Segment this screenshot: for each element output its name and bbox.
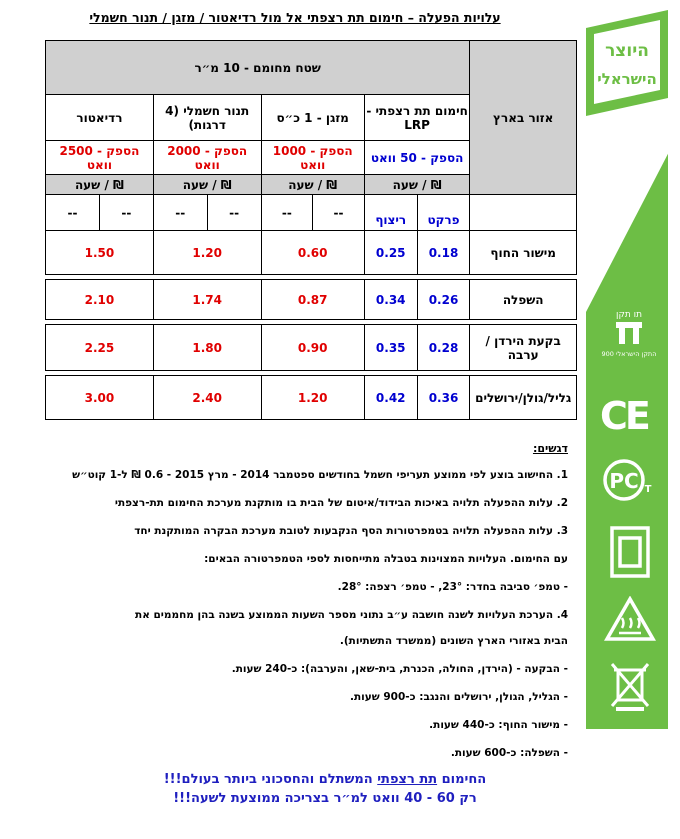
rst-icon [602,458,656,502]
footer-line1-underlined: תת רצפתי [377,772,438,787]
dash-cell: -- [207,195,261,231]
col-name: חימום תת רצפתי - LRP [366,103,468,132]
col-heater [153,95,261,141]
value-parquet: 0.26 [417,280,470,320]
region-cell: גליל/גולן/ירושלים [470,376,577,420]
value-radiator: 2.10 [46,280,154,320]
value-ac: 0.60 [261,231,364,275]
dash-cell: -- [46,195,100,231]
svg-text:T: T [644,484,652,495]
cost-table [45,40,577,420]
power-radiator: הספק - 2500 וואט [46,141,154,175]
logo-line1: היוצר [605,41,649,61]
note-item: 3. עלות ההפעלה תלויה בטמפרטורות הסף הנקבעות לטובת מערכת הבקרה המותקנת יחד [134,525,568,537]
value-parquet: 0.28 [417,325,470,371]
notes-section [28,442,568,760]
value-heater: 1.80 [153,325,261,371]
footer-line2: רק 60 - 40 וואט למ״ר בצריכה ממוצעת לשעה!!! [173,791,477,806]
region-cell: מישור החוף [470,231,577,275]
page-title: עלויות הפעלה – חימום תת רצפתי אל מול רדיאטור / מזגן / תנור חשמלי [89,10,501,25]
value-radiator: 2.25 [46,325,154,371]
col-radiator [46,95,154,141]
value-ac: 1.20 [261,376,364,420]
svg-text:PC: PC [609,469,639,493]
col-name: רדיאטור [76,110,123,125]
value-heater: 2.40 [153,376,261,420]
unit-cell: ₪ / שעה [261,175,364,195]
power-heater: הספק - 2000 וואט [153,141,261,175]
value-parquet: 0.18 [417,231,470,275]
value-radiator: 3.00 [46,376,154,420]
value-tile: 0.35 [364,325,417,371]
weee-bin-icon [608,660,652,712]
note-item: - השפלה: כ-600 שעות. [450,747,568,759]
dash-cell: -- [261,195,313,231]
tav-label: תו תקן [616,310,642,320]
note-item: - הבקעה - (הירדן, החולה, הכנרת, בית-שאן, והערבה): כ-240 שעות. [231,663,568,675]
empty-cell [470,195,577,231]
logo-line2: הישראלי [597,70,657,88]
col-name: תנור חשמלי (4 דרגות) [165,103,250,132]
footer-line1 [60,770,590,789]
note-item: 4. הערכת העלויות לשנה חושבה ע״ב נתוני מספר השעות הממוצע בשנה בהן מחממים את [135,609,568,621]
value-tile: 0.34 [364,280,417,320]
note-item: 1. החישוב בוצע לפי ממוצע תעריפי חשמל בחודשים ספטמבר 2014 - מרץ 2015 - 0.6 ₪ ל-1 קוט״ש [72,469,568,481]
col-floor-heating [364,95,470,141]
dash-cell: -- [99,195,153,231]
value-tile: 0.42 [364,376,417,420]
power-ac: הספק - 1000 וואט [261,141,364,175]
table-row [46,280,577,320]
table-row [46,325,577,371]
ce-mark: CE [600,394,648,438]
footer-line1-b: המשתלם והחסכוני ביותר בעולם!!! [163,772,378,787]
tav-org: התקן הישראלי 900 [601,350,657,358]
power-floor-heating: הספק - 50 וואט [364,141,470,175]
double-insulation-icon [610,526,650,578]
value-tile: 0.25 [364,231,417,275]
unit-cell: ₪ / שעה [46,175,154,195]
note-item: עם החימום. העלויות המצוינות בטבלה מתייחסות לספי הטמפרטורה הבאים: [204,553,568,565]
footer-line1-a: החימום [437,772,487,787]
value-heater: 1.20 [153,231,261,275]
note-item: - הגליל, הגולן, ירושלים והנגב: כ-900 שעות. [349,691,568,703]
unit-cell: ₪ / שעה [364,175,470,195]
unit-cell: ₪ / שעה [153,175,261,195]
notes-heading: דגשים: [532,442,568,455]
value-radiator: 1.50 [46,231,154,275]
region-cell: בקעת הירדן / ערבה [470,325,577,371]
note-item: הבית באזורי הארץ השונים (ממשרד התשתיות). [339,635,568,647]
area-header: אזור בארץ [470,41,577,195]
tav-icon [614,320,644,346]
note-item: - טמפ׳ סביבה בחדר: 23°, - טמפ׳ רצפה: 28°. [337,581,568,593]
brand-logo [586,10,668,116]
sub-parquet: פרקט [417,195,470,231]
value-ac: 0.90 [261,325,364,371]
dash-cell: -- [153,195,207,231]
col-name: מזגן - 1 כ״ס [276,110,349,125]
value-ac: 0.87 [261,280,364,320]
value-parquet: 0.36 [417,376,470,420]
region-cell: השפלה [470,280,577,320]
hot-surface-icon [604,596,656,642]
sub-tile: ריצוף [364,195,417,231]
col-ac [261,95,364,141]
tav-teken [596,310,662,358]
table-row [46,231,577,275]
heating-area-header: שטח מחומם - 10 מ״ר [46,41,470,95]
note-item: 2. עלות ההפעלה תלויה באיכות הבידוד/איטום של הבית בו מותקנת מערכת החימום תת-רצפתי [114,497,568,509]
value-heater: 1.74 [153,280,261,320]
note-item: - מישור החוף: כ-440 שעות. [429,719,568,731]
table-row [46,376,577,420]
dash-cell: -- [313,195,365,231]
footer-slogan [60,770,590,808]
